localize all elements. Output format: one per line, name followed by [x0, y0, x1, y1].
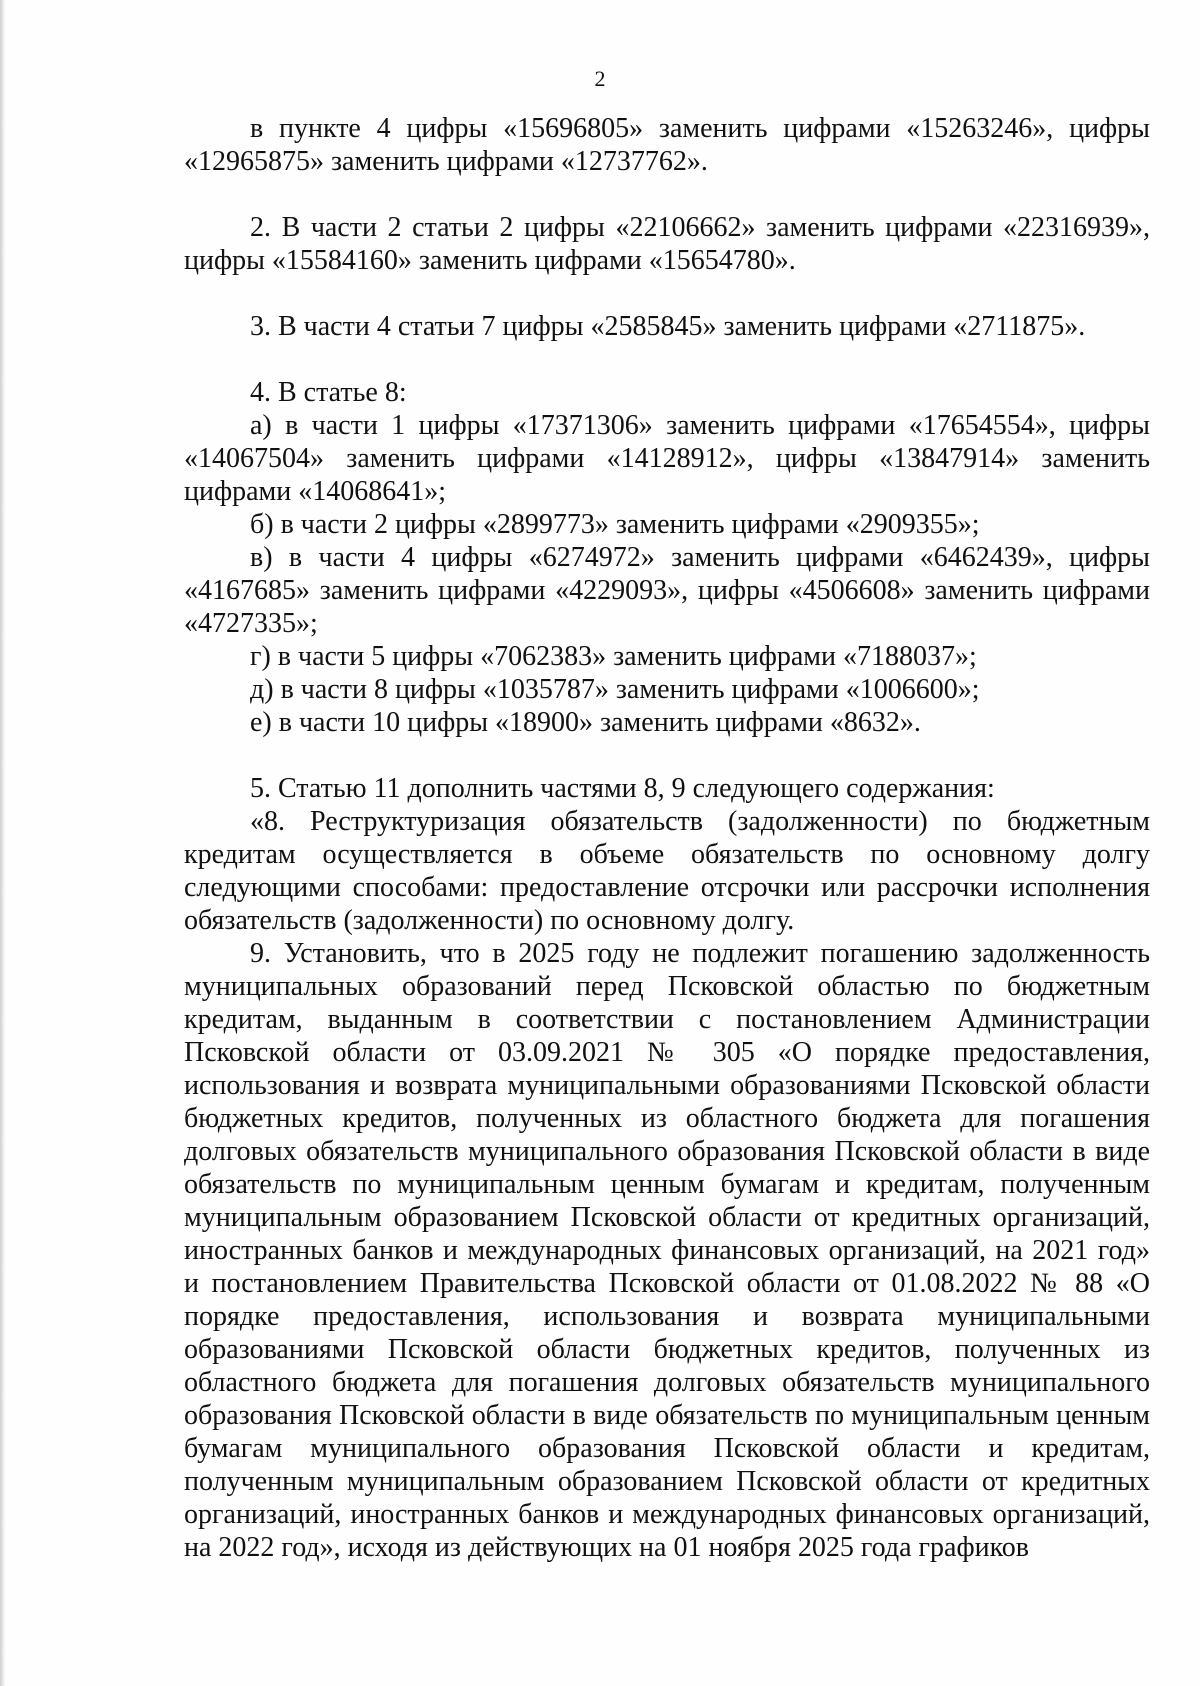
- paragraph-4g: г) в части 5 цифры «7062383» заменить цифрами «7188037»;: [250, 641, 977, 672]
- paragraph-5-part-9: 9. Установить, что в 2025 году не подлежит погашению задолженность муниципальных образований перед Псковской областью по бюджетным кредитам, выданным в соответствии с постановлением Администрации Псковской области от 03.09.2021 № 305 «О порядке предоставления, использования и возврата муниципальными образованиями Псковской области бюджетных кредитов, полученных из областного бюджета для погашения долговых обязательств муниципального образования Псковской области в виде обязательств по муниципальным ценным бумагам и кредитам, полученным муниципальным образованием Псковской области от кредитных организаций, иностранных банков и международных финансовых организаций, на 2021 год» и постановлением Правительства Псковской области от 01.08.2022 № 88 «О порядке предоставления, использования и возврата муниципальными образованиями Псковской области бюджетных кредитов, полученных из областного бюджета для погашения долговых обязательств муниципального образования Псковской области в виде обязательств по муниципальным ценным бумагам муниципального образования Псковской области и кредитам, полученным муниципальным образованием Псковской области от кредитных организаций, иностранных банков и международных финансовых организаций, на 2022 год», исходя из действующих на 01 ноября 2025 года графиков: [184, 938, 1150, 1563]
- paragraph-amend-item-4: в пункте 4 цифры «15696805» заменить цифрами «15263246», цифры «12965875» заменить цифрами «12737762».: [184, 113, 1150, 177]
- paragraph-5-part-8: «8. Реструктуризация обязательств (задолженности) по бюджетным кредитам осуществляется в объеме обязательств по основному долгу следующими способами: предоставление отсрочки или рассрочки исполнения обязательств (задолженности) по основному долгу.: [184, 806, 1150, 936]
- paragraph-4d: д) в части 8 цифры «1035787» заменить цифрами «1006600»;: [250, 674, 980, 705]
- scan-edge: [0, 0, 6, 1686]
- paragraph-4v: в) в части 4 цифры «6274972» заменить цифрами «6462439», цифры «4167685» заменить цифрами «4229093», цифры «4506608» заменить цифрами «4727335»;: [184, 542, 1150, 639]
- paragraph-3: 3. В части 4 статьи 7 цифры «2585845» заменить цифрами «2711875».: [250, 311, 1086, 342]
- paragraph-4e: е) в части 10 цифры «18900» заменить цифрами «8632».: [250, 707, 921, 738]
- paragraph-4-heading: 4. В статье 8:: [250, 377, 407, 408]
- paragraph-5: 5. Статью 11 дополнить частями 8, 9 следующего содержания:: [250, 773, 995, 804]
- paragraph-2: 2. В части 2 статьи 2 цифры «22106662» заменить цифрами «22316939», цифры «15584160» заменить цифрами «15654780».: [184, 212, 1150, 276]
- page-number: 2: [594, 66, 606, 91]
- document-body: [184, 112, 1150, 1564]
- paragraph-4b: б) в части 2 цифры «2899773» заменить цифрами «2909355»;: [250, 509, 980, 540]
- paragraph-4a: а) в части 1 цифры «17371306» заменить цифрами «17654554», цифры «14067504» заменить цифрами «14128912», цифры «13847914» заменить цифрами «14068641»;: [184, 410, 1150, 507]
